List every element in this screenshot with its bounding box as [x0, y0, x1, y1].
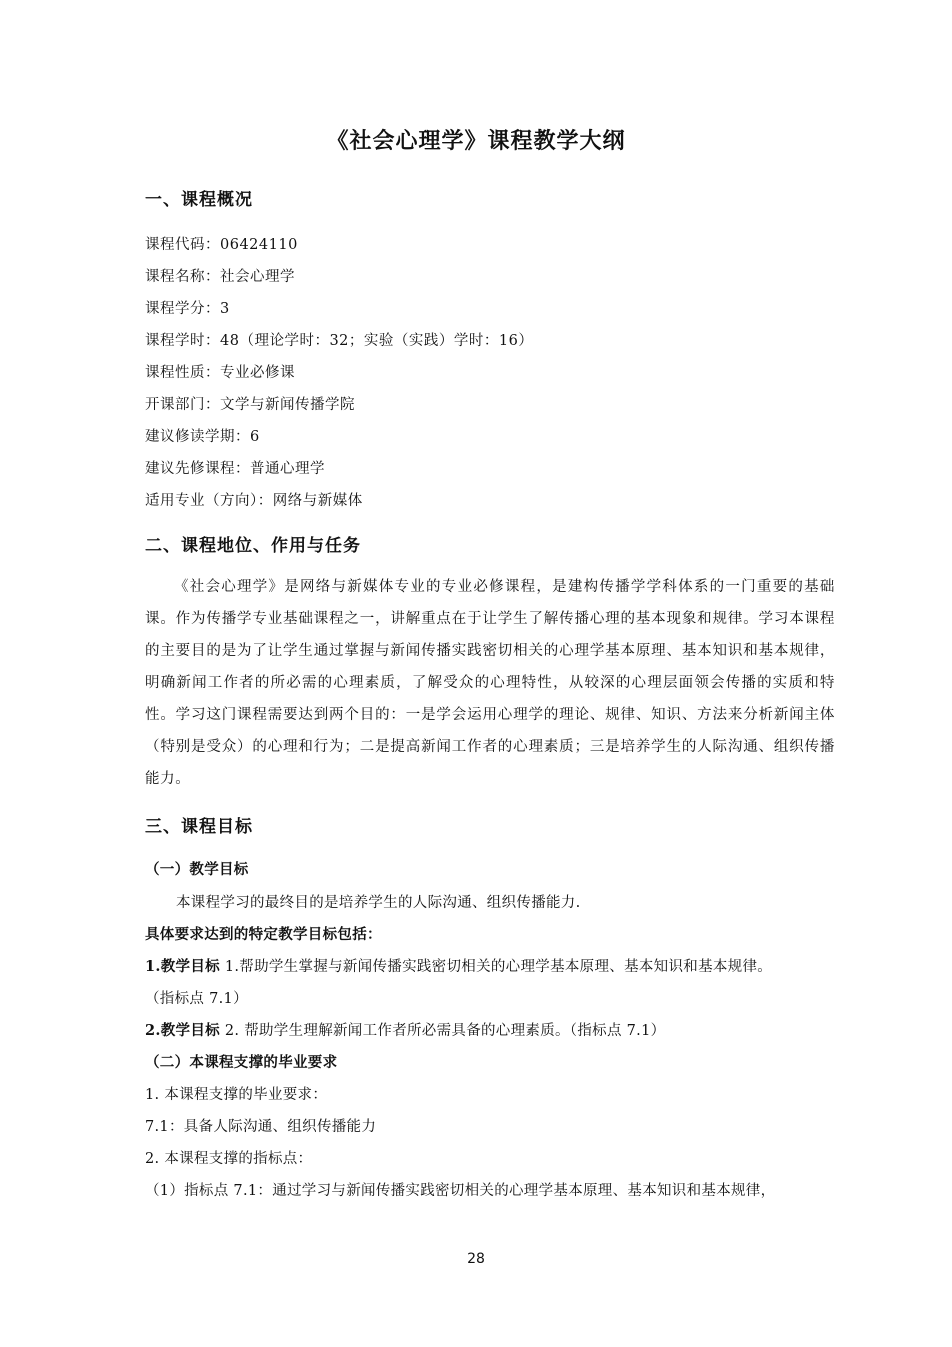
page-number: 28 [467, 1251, 485, 1267]
course-hours: 课程学时：48（理论学时：32；实验（实践）学时：16） [145, 333, 534, 349]
graduation-requirement-item: 7.1：具备人际沟通、组织传播能力 [145, 1119, 377, 1135]
role-paragraph: 《社会心理学》是网络与新媒体专业的专业必修课程，是建构传播学学科体系的一门重要的基础课。作为传播学专业基础课程之一，讲解重点在于让学生了解传播心理的基本现象和规律。学习本课程的主要目的是为了让学生通过掌握与新闻传播实践密切相关的心理学基本原理、基本知识和基本规律，明确新闻工作者的所必需的心理素质，了解受众的心理特性，从较深的心理层面领会传播的实质和特性。学习这门课程需要达到两个目的：一是学会运用心理学的理论、规律、知识、方法来分析新闻主体（特别是受众）的心理和行为；二是提高新闻工作者的心理素质；三是培养学生的人际沟通、组织传播能力。 [145, 579, 835, 787]
course-department: 开课部门：文学与新闻传播学院 [145, 397, 355, 413]
teaching-goal-2-label: 2.教学目标 [145, 1022, 220, 1039]
indicator-item: （1）指标点 7.1：通过学习与新闻传播实践密切相关的心理学基本原理、基本知识和基本规律， [145, 1183, 776, 1199]
teaching-goal-1-label: 1.教学目标 [145, 958, 220, 975]
course-name: 课程名称：社会心理学 [145, 269, 295, 285]
document-title: 《社会心理学》课程教学大纲 [326, 128, 626, 154]
section-heading-role: 二、课程地位、作用与任务 [145, 536, 361, 556]
indicator-label: 2. 本课程支撑的指标点： [145, 1151, 313, 1167]
course-major: 适用专业（方向）：网络与新媒体 [145, 493, 363, 509]
graduation-requirement-label: 1. 本课程支撑的毕业要求： [145, 1087, 328, 1103]
teaching-goal-summary: 本课程学习的最终目的是培养学生的人际沟通、组织传播能力. [176, 895, 581, 911]
course-code: 课程代码：06424110 [145, 237, 298, 253]
section-heading-overview: 一、课程概况 [145, 190, 253, 210]
section-heading-objectives: 三、课程目标 [145, 817, 253, 837]
teaching-goal-1-indicator: （指标点 7.1） [145, 991, 248, 1007]
teaching-goal-1 [145, 955, 772, 976]
specific-goals-heading: 具体要求达到的特定教学目标包括： [145, 926, 382, 943]
course-semester: 建议修读学期：6 [145, 429, 260, 445]
course-credits: 课程学分：3 [145, 301, 230, 317]
subsection-heading-teaching-goals: （一）教学目标 [145, 861, 249, 878]
course-nature: 课程性质：专业必修课 [145, 365, 295, 381]
teaching-goal-2-text: 2. 帮助学生理解新闻工作者所必需具备的心理素质。（指标点 7.1） [219, 1023, 666, 1039]
teaching-goal-2 [145, 1019, 665, 1040]
subsection-heading-graduation-requirements: （二）本课程支撑的毕业要求 [145, 1054, 338, 1071]
course-prerequisite: 建议先修课程：普通心理学 [145, 461, 325, 477]
teaching-goal-1-text: 1.帮助学生掌握与新闻传播实践密切相关的心理学基本原理、基本知识和基本规律。 [219, 959, 773, 975]
